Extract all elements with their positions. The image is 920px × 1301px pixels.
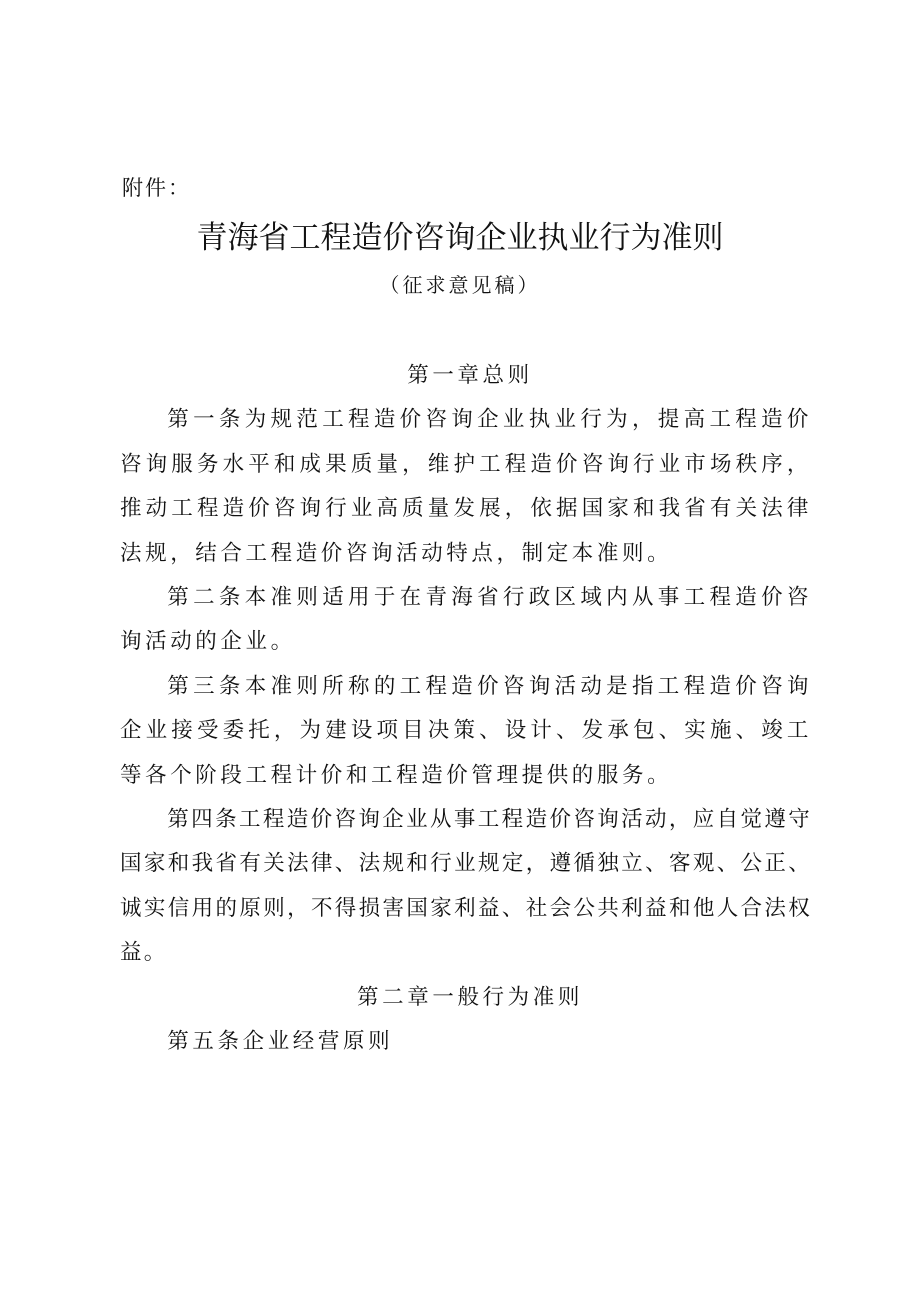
article-5: 第五条企业经营原则 — [167, 1029, 394, 1055]
article-3: 第三条本准则所称的工程造价咨询活动是指工程造价咨询企业接受委托，为建设项目决策、设计、发承包、实施、竣工等各个阶段工程计价和工程造价管理提供的服务。 — [120, 673, 812, 788]
document-subtitle: （征求意见稿） — [379, 273, 541, 297]
article-4: 第四条工程造价咨询企业从事工程造价咨询活动，应自觉遵守国家和我省有关法律、法规和行业规定，遵循独立、客观、公正、诚实信用的原则，不得损害国家利益、社会公共利益和他人合法权益。 — [120, 807, 812, 966]
chapter-heading-2: 第二章一般行为准则 — [357, 984, 583, 1010]
article-1: 第一条为规范工程造价咨询企业执业行为，提高工程造价咨询服务水平和成果质量，维护工程造价咨询行业市场秩序，推动工程造价咨询行业高质量发展，依据国家和我省有关法律法规，结合工程造价咨询活动特点，制定本准则。 — [120, 407, 812, 566]
article-2: 第二条本准则适用于在青海省行政区域内从事工程造价咨询活动的企业。 — [120, 585, 812, 655]
document-title: 青海省工程造价咨询企业执业行为准则 — [196, 220, 724, 256]
document-body — [120, 354, 812, 1065]
attachment-label: 附件： — [122, 176, 191, 200]
chapter-heading-1: 第一章总则 — [407, 363, 533, 388]
